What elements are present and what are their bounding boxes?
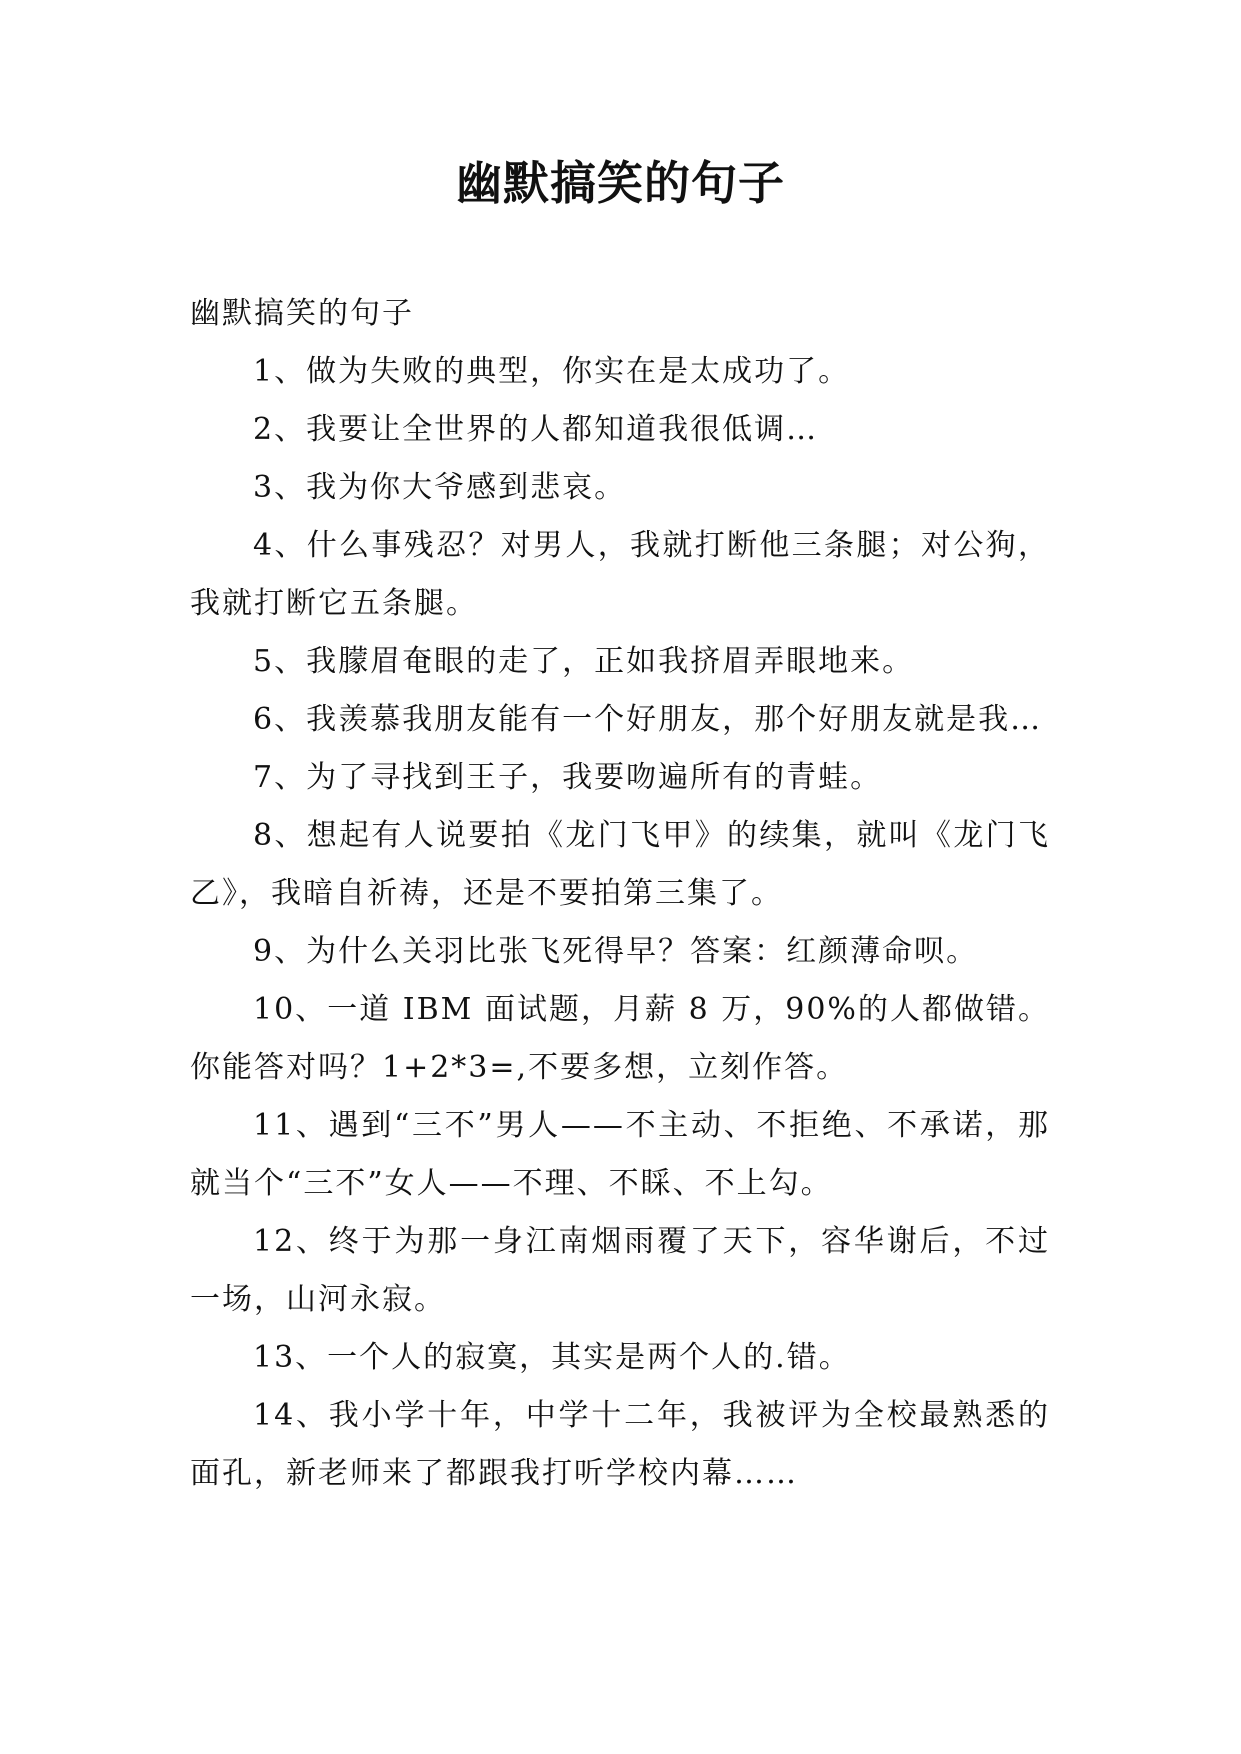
list-item: 9、为什么关羽比张飞死得早？答案：红颜薄命呗。 (253, 934, 979, 969)
list-item: 12、终于为那一身江南烟雨覆了天下，容华谢后，不过一场，山河永寂。 (190, 1224, 1050, 1317)
list-item: 8、想起有人说要拍《龙门飞甲》的续集，就叫《龙门飞乙》，我暗自祈祷，还是不要拍第三集了。 (190, 818, 1050, 911)
list-item: 1、做为失败的典型，你实在是太成功了。 (253, 354, 851, 389)
list-item: 11、遇到“三不”男人——不主动、不拒绝、不承诺，那就当个“三不”女人——不理、不睬、不上勾。 (190, 1108, 1050, 1201)
section-heading: 幽默搞笑的句子 (190, 296, 414, 331)
list-item: 3、我为你大爷感到悲哀。 (253, 470, 627, 505)
list-item: 14、我小学十年，中学十二年，我被评为全校最熟悉的面孔，新老师来了都跟我打听学校内幕…… (190, 1398, 1050, 1491)
list-item: 5、我朦眉奄眼的走了，正如我挤眉弄眼地来。 (253, 644, 915, 679)
list-item: 6、我羡慕我朋友能有一个好朋友，那个好朋友就是我… (253, 702, 1043, 737)
page-title: 幽默搞笑的句子 (456, 156, 785, 210)
document-body (190, 285, 1050, 1503)
list-item: 10、一道 IBM 面试题，月薪 8 万，90%的人都做错。你能答对吗？1+2*3=,不要多想，立刻作答。 (190, 992, 1050, 1085)
list-item: 13、一个人的寂寞，其实是两个人的.错。 (253, 1340, 851, 1375)
list-item: 7、为了寻找到王子，我要吻遍所有的青蛙。 (253, 760, 883, 795)
list-item: 4、什么事残忍？对男人，我就打断他三条腿；对公狗，我就打断它五条腿。 (190, 528, 1050, 621)
list-item: 2、我要让全世界的人都知道我很低调… (253, 412, 819, 447)
